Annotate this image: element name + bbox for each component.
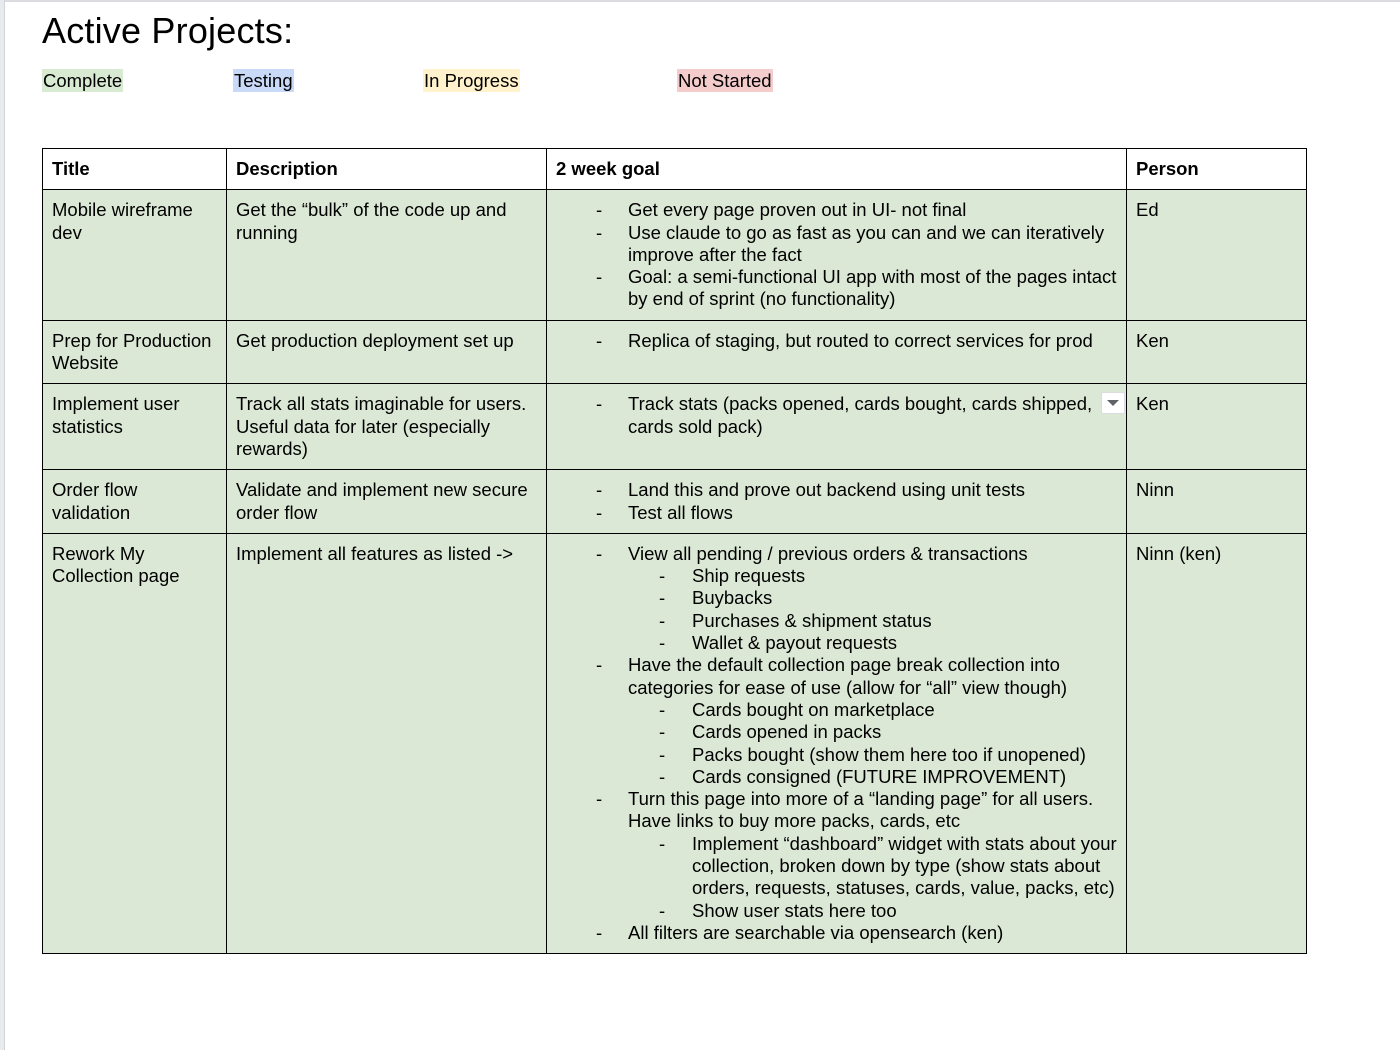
goal-item: [556, 222, 1117, 267]
cell-title[interactable]: Order flow validation: [43, 470, 227, 534]
legend-testing[interactable]: Testing: [234, 70, 293, 91]
table-row: [43, 320, 1307, 384]
sub-goal-list: [628, 565, 1117, 654]
goal-text: Turn this page into more of a “landing page” for all users. Have links to buy more packs, cards, etc: [628, 788, 1094, 832]
goal-text: Replica of staging, but routed to correct services for prod: [628, 329, 1093, 351]
cell-description[interactable]: Get the “bulk” of the code up and running: [227, 190, 547, 320]
cell-title[interactable]: Prep for Production Website: [43, 320, 227, 384]
sub-goal-item: - Purchases & shipment status: [628, 610, 1117, 632]
table-body: [43, 190, 1307, 954]
goal-text: Use claude to go as fast as you can and we can iteratively improve after the fact: [628, 221, 1105, 265]
goal-item: [556, 330, 1117, 352]
goal-text: Have the default collection page break collection into categories for ease of use (allow for “all” view though): [628, 654, 1068, 698]
table-row: [43, 470, 1307, 534]
header-description[interactable]: Description: [227, 149, 547, 190]
sub-goal-item: - Ship requests: [628, 565, 1117, 587]
sub-goal-list: [628, 833, 1117, 922]
sub-goal-item: - Cards consigned (FUTURE IMPROVEMENT): [628, 766, 1117, 788]
page-title[interactable]: Active Projects:: [42, 10, 294, 51]
sub-goal-item: - Packs bought (show them here too if unopened): [628, 744, 1117, 766]
page-left-edge: [0, 0, 5, 1050]
header-person[interactable]: Person: [1127, 149, 1307, 190]
cell-description[interactable]: Track all stats imaginable for users. Useful data for later (especially rewards): [227, 384, 547, 470]
goal-item: [556, 266, 1117, 311]
goal-item: [556, 788, 1117, 922]
goal-text: View all pending / previous orders & transactions: [628, 542, 1028, 564]
cell-description[interactable]: Validate and implement new secure order flow: [227, 470, 547, 534]
sub-goal-item: - Cards bought on marketplace: [628, 699, 1117, 721]
cell-person[interactable]: Ed: [1127, 190, 1307, 320]
goal-item: [556, 393, 1117, 438]
goal-text: Land this and prove out backend using unit tests: [628, 479, 1025, 501]
legend-in-progress[interactable]: In Progress: [424, 70, 519, 91]
table-row: [43, 533, 1307, 953]
goal-text: Goal: a semi-functional UI app with most of the pages intact by end of sprint (no functionality): [628, 266, 1117, 310]
dropdown-arrow-icon[interactable]: [1101, 392, 1125, 414]
cell-description[interactable]: Get production deployment set up: [227, 320, 547, 384]
cell-two-week-goal[interactable]: [547, 470, 1127, 534]
goal-item: [556, 502, 1117, 524]
cell-title[interactable]: Rework My Collection page: [43, 533, 227, 953]
sub-goal-item: - Show user stats here too: [628, 900, 1117, 922]
cell-description[interactable]: Implement all features as listed ->: [227, 533, 547, 953]
goal-list: [556, 199, 1117, 310]
cell-person[interactable]: Ken: [1127, 320, 1307, 384]
goal-item: [556, 922, 1117, 944]
sub-goal-item: - Wallet & payout requests: [628, 632, 1117, 654]
cell-person[interactable]: Ken: [1127, 384, 1307, 470]
legend-not-started[interactable]: Not Started: [678, 70, 772, 91]
header-title[interactable]: Title: [43, 149, 227, 190]
cell-person[interactable]: Ninn: [1127, 470, 1307, 534]
cell-two-week-goal[interactable]: [547, 384, 1127, 470]
goal-item: [556, 654, 1117, 788]
goal-text: Test all flows: [628, 501, 733, 523]
sub-goal-item: - Cards opened in packs: [628, 721, 1117, 743]
top-border: [0, 0, 1400, 2]
goal-text: Track stats (packs opened, cards bought, cards shipped, cards sold pack): [628, 393, 1093, 437]
sub-goal-item: - Implement “dashboard” widget with stats about your collection, broken down by type (show stats about orders, requests, statuses, cards, value, packs, etc): [628, 833, 1117, 900]
cell-title[interactable]: Implement user statistics: [43, 384, 227, 470]
cell-title[interactable]: Mobile wireframe dev: [43, 190, 227, 320]
goal-list: [556, 393, 1117, 438]
goal-item: [556, 199, 1117, 221]
goal-text: Get every page proven out in UI- not final: [628, 199, 967, 221]
goal-item: [556, 543, 1117, 654]
goal-list: [556, 479, 1117, 524]
table-row: [43, 190, 1307, 320]
table-row: [43, 384, 1307, 470]
cell-person[interactable]: Ninn (ken): [1127, 533, 1307, 953]
status-legend: [0, 69, 900, 93]
sub-goal-list: [628, 699, 1117, 788]
goal-item: [556, 479, 1117, 501]
goal-list: [556, 543, 1117, 944]
header-two-week-goal[interactable]: 2 week goal: [547, 149, 1127, 190]
sub-goal-item: - Buybacks: [628, 587, 1117, 609]
cell-two-week-goal[interactable]: [547, 533, 1127, 953]
goal-text: All filters are searchable via opensearch (ken): [628, 921, 1004, 943]
table-header-row: [43, 149, 1307, 190]
cell-two-week-goal[interactable]: [547, 190, 1127, 320]
cell-two-week-goal[interactable]: [547, 320, 1127, 384]
goal-list: [556, 330, 1117, 352]
projects-table: [42, 148, 1307, 954]
legend-complete[interactable]: Complete: [43, 70, 123, 91]
